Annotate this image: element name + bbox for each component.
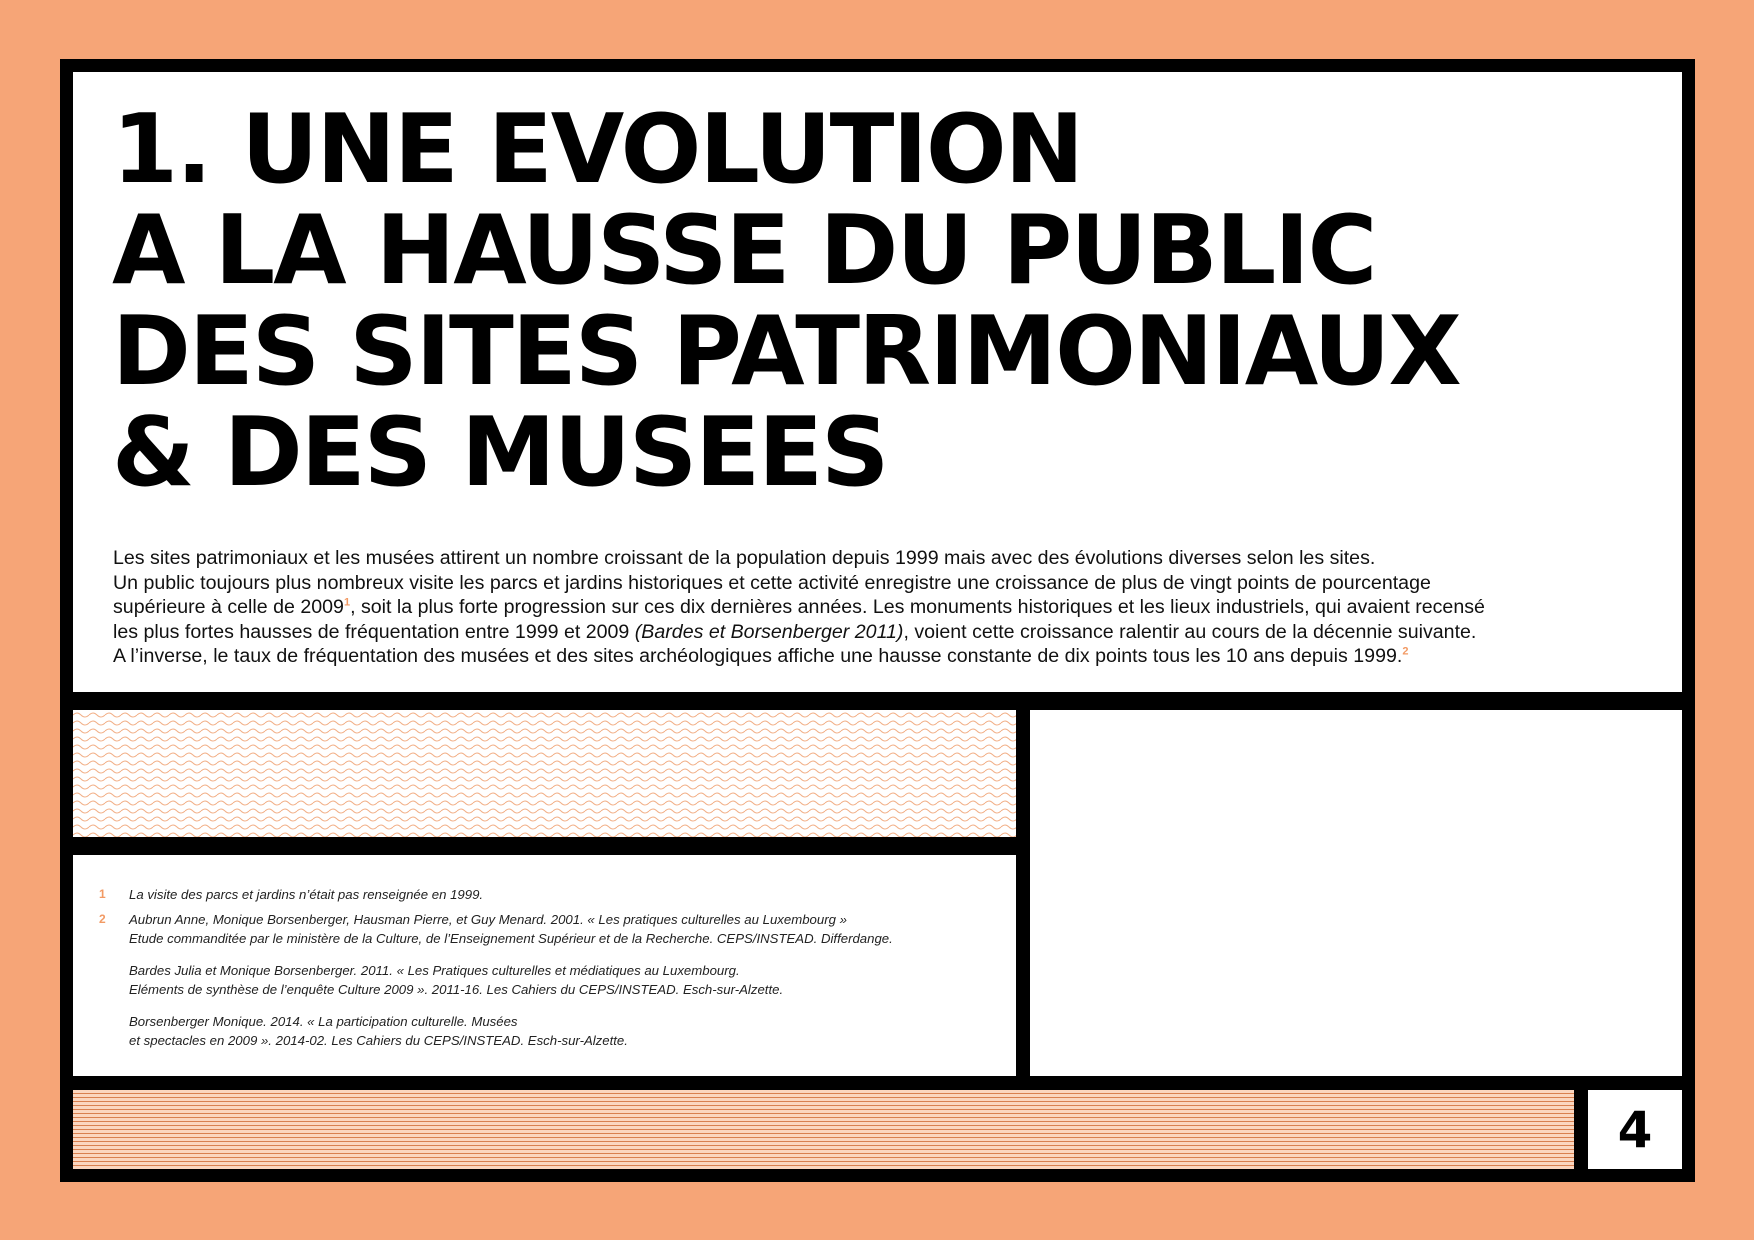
- reference-2-line-1: Bardes Julia et Monique Borsenberger. 2011. « Les Pratiques culturelles et médiatiques au Luxembourg.: [129, 962, 740, 978]
- page-title: [112, 95, 1460, 508]
- title-panel: [73, 72, 1682, 692]
- reference-1-line-1: Aubrun Anne, Monique Borsenberger, Hausman Pierre, et Guy Menard. 2001. « Les pratiques culturelles au Luxembourg »: [129, 911, 847, 927]
- reference-3-line-1: Borsenberger Monique. 2014. « La participation culturelle. Musées: [129, 1013, 518, 1029]
- footnotes-panel: [73, 855, 1016, 1076]
- footnote-1: [99, 885, 999, 905]
- title-line-2: A LA HAUSSE DU PUBLIC: [112, 196, 1376, 306]
- page-number-box: [1588, 1090, 1682, 1169]
- reference-1-line-2: Etude commanditée par le ministère de la Culture, de l’Enseignement Supérieur et de la Recherche. CEPS/INSTEAD. Differdange.: [129, 931, 893, 946]
- body-line-3: [113, 595, 1683, 620]
- body-line-4: [113, 620, 1683, 645]
- body-line-2: Un public toujours plus nombreux visite les parcs et jardins historiques et cette activité enregistre une croissance de plus de vingt points de pourcentage: [113, 571, 1431, 594]
- title-line-3: DES SITES PATRIMONIAUX: [112, 297, 1460, 407]
- reference-3-line-2: et spectacles en 2009 ». 2014-02. Les Cahiers du CEPS/INSTEAD. Esch-sur-Alzette.: [129, 1033, 628, 1048]
- footnotes-list: [99, 885, 999, 1051]
- footnote-2: [99, 910, 999, 1051]
- stripe-pattern-panel: [73, 1090, 1574, 1169]
- body-text: [113, 546, 1683, 669]
- body-line-5a: A l’inverse, le taux de fréquentation des musées et des sites archéologiques affiche une hausse constante de dix points tous les 10 ans depuis 1999.: [113, 645, 1403, 668]
- body-line-3a: supérieure à celle de 2009: [113, 596, 344, 619]
- reference-2-line-2: Eléments de synthèse de l’enquête Culture 2009 ». 2011-16. Les Cahiers du CEPS/INSTEAD. Esch-sur-Alzette.: [129, 982, 784, 997]
- citation: (Bardes et Borsenberger 2011): [634, 620, 904, 643]
- body-line-5: [113, 644, 1683, 669]
- footnote-ref-1[interactable]: 1: [343, 596, 351, 609]
- footnote-number: 2: [99, 911, 106, 926]
- body-line-4a: les plus fortes hausses de fréquentation entre 1999 et 2009: [113, 620, 635, 643]
- body-line-4b: , voient cette croissance ralentir au cours de la décennie suivante.: [903, 620, 1477, 643]
- page-frame: [60, 59, 1695, 1182]
- footnote-text: La visite des parcs et jardins n’était pas renseignée en 1999.: [129, 887, 484, 902]
- page-number: 4: [1617, 1100, 1653, 1159]
- body-line-3b: , soit la plus forte progression sur ces dix dernières années. Les monuments historiques et les lieux industriels, qui avaient recensé: [350, 596, 1485, 619]
- blank-panel: [1030, 710, 1682, 1076]
- wave-pattern-panel: [73, 710, 1016, 837]
- title-line-1: 1. UNE EVOLUTION: [112, 95, 1083, 205]
- body-line-1: Les sites patrimoniaux et les musées attirent un nombre croissant de la population depuis 1999 mais avec des évolutions diverses selon les sites.: [113, 547, 1376, 569]
- title-line-4: & DES MUSEES: [112, 398, 888, 508]
- footnote-number: 1: [99, 887, 106, 901]
- footnote-ref-2[interactable]: 2: [1402, 645, 1409, 658]
